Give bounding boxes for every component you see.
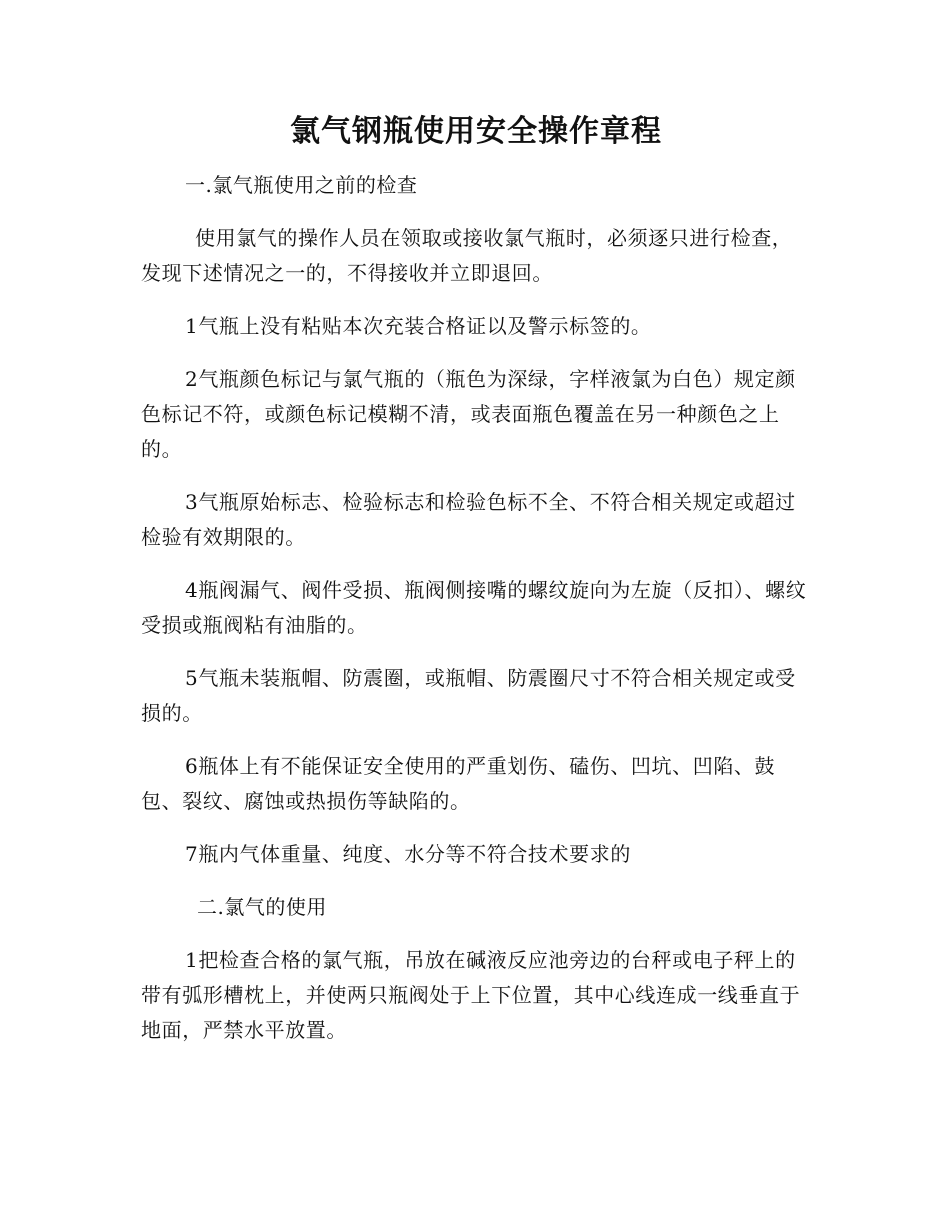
document-body <box>141 110 811 1066</box>
section-heading-1: 一.氯气瓶使用之前的检查 <box>185 173 418 197</box>
section-1-item-3: 3气瓶原始标志、检验标志和检验色标不全、不符合相关规定或超过检验有效期限的。 <box>141 490 796 549</box>
section-2-item-1: 1把检查合格的氯气瓶，吊放在碱液反应池旁边的台秤或电子秤上的带有弧形槽枕上，并使两只瓶阀处于上下位置，其中心线连成一线垂直于地面，严禁水平放置。 <box>141 948 801 1042</box>
section-1-item-6: 6瓶体上有不能保证安全使用的严重划伤、磕伤、凹坑、凹陷、鼓包、裂纹、腐蚀或热损伤等缺陷的。 <box>141 754 776 813</box>
document-title: 氯气钢瓶使用安全操作章程 <box>290 114 662 149</box>
section-1-item-7: 7瓶内气体重量、纯度、水分等不符合技术要求的 <box>185 842 631 866</box>
section-1-intro: 使用氯气的操作人员在领取或接收氯气瓶时，必须逐只进行检查，发现下述情况之一的，不得接收并立即退回。 <box>141 226 793 285</box>
section-1-item-2: 2气瓶颜色标记与氯气瓶的（瓶色为深绿，字样液氯为白色）规定颜色标记不符，或颜色标记模糊不清，或表面瓶色覆盖在另一种颜色之上的。 <box>141 367 796 461</box>
section-1-item-5: 5气瓶未装瓶帽、防震圈，或瓶帽、防震圈尺寸不符合相关规定或受损的。 <box>141 666 796 725</box>
section-1-item-4: 4瓶阀漏气、阀件受损、瓶阀侧接嘴的螺纹旋向为左旋（反扣）、螺纹受损或瓶阀粘有油脂的。 <box>141 578 807 637</box>
section-heading-2: 二.氯气的使用 <box>197 895 327 919</box>
section-1-item-1: 1气瓶上没有粘贴本次充装合格证以及警示标签的。 <box>185 314 652 338</box>
